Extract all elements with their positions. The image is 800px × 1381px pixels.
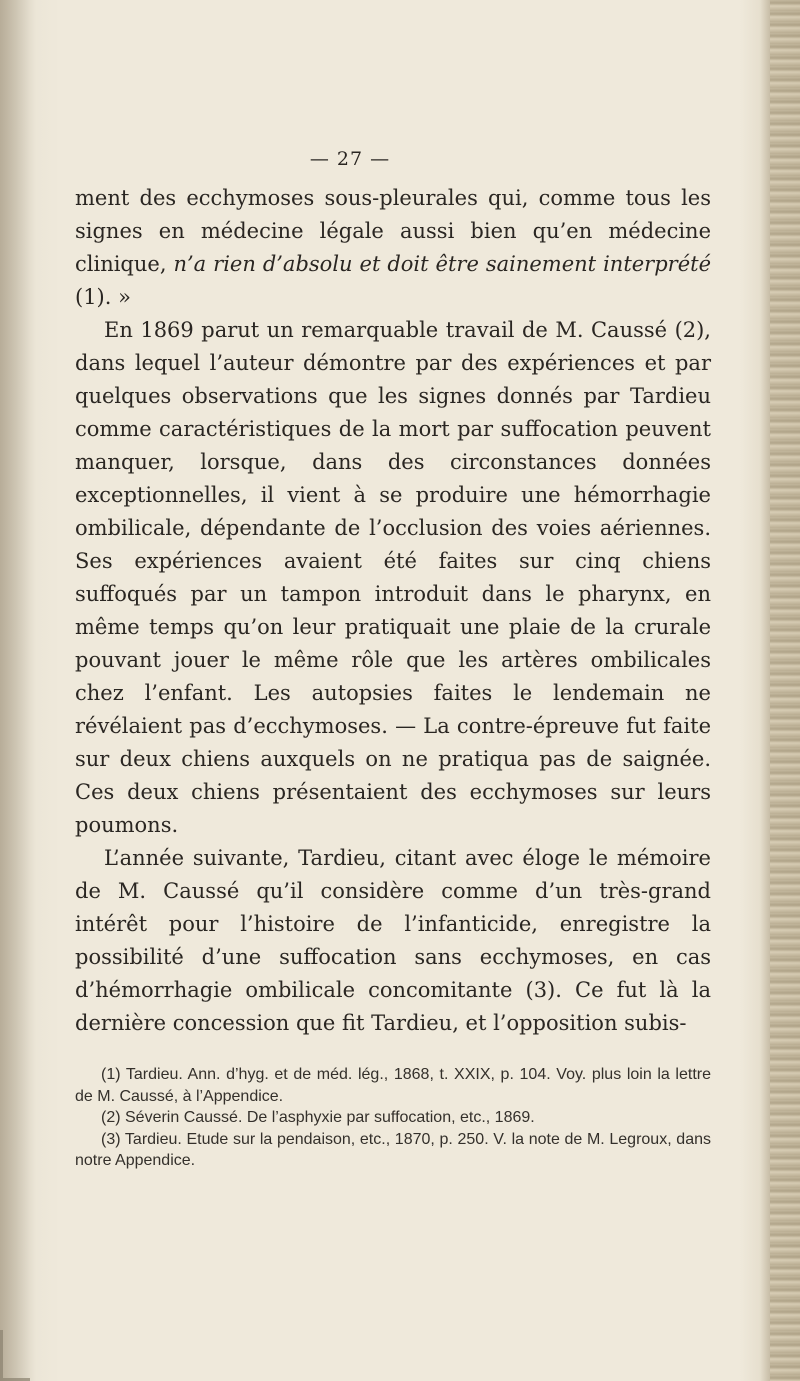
footnotes [75, 1064, 711, 1172]
paragraph-tardieu-following-year: L’année suivante, Tardieu, citant avec éloge le mémoire de M. Caussé qu’il considère comme d’un très-grand intérêt pour l’histoire de l’infanticide, enregistre la possibilité d’une suffocation sans ecchymoses, en cas d’hémorrhagie ombilicale concomitante (3). Ce fut là la dernière concession que fit Tardieu, et l’opposition subis- [75, 846, 711, 1035]
footnote-1: (1) Tardieu. Ann. d’hyg. et de méd. lég., 1868, t. XXIX, p. 104. Voy. plus loin la lettre de M. Caussé, à l’Appendice. [75, 1066, 711, 1105]
paragraph-text: ment des ecchymoses sous-pleurales qui, comme tous les signes en médecine légale aussi bien qu’en médecine clinique, [75, 186, 711, 276]
paragraph-text: (1). » [75, 285, 131, 309]
main-text [75, 182, 711, 1040]
footnote-3: (3) Tardieu. Etude sur la pendaison, etc., 1870, p. 250. V. la note de M. Legroux, dans notre Appendice. [75, 1130, 711, 1169]
page-edge-stack [770, 0, 800, 1381]
page-edge-shading [760, 0, 770, 1381]
paragraph-causse-1869: En 1869 parut un remarquable travail de M. Caussé (2), dans lequel l’auteur démontre par des expériences et par quelques observations que les signes donnés par Tardieu comme caractéristiques de la mort par suffocation peuvent manquer, lorsque, dans des circonstances données exceptionnelles, il vient à se produire une hémorrhagie ombilicale, dépendante de l’occlusion des voies aériennes. Ses expériences avaient été faites sur cinq chiens suffoqués par un tampon introduit dans le pharynx, en même temps qu’on leur pratiquait une plaie de la crurale pouvant jouer le même rôle que les artères ombilicales chez l’enfant. Les autopsies faites le lendemain ne révélaient pas d’ecchymoses. — La contre-épreuve fut faite sur deux chiens auxquels on ne pratiqua pas de saignée. Ces deux chiens présentaient des ecchymoses sur leurs poumons. [75, 318, 711, 837]
italic-quote: n’a rien d’absolu et doit être sainement interprété [173, 252, 711, 276]
page-number: — 27 — [309, 148, 391, 170]
footnote-2: (2) Séverin Caussé. De l’asphyxie par suffocation, etc., 1869. [101, 1109, 535, 1126]
paragraph-continued [75, 182, 711, 314]
corner-crop-mark [0, 1330, 30, 1381]
gutter-shadow [0, 0, 36, 1381]
